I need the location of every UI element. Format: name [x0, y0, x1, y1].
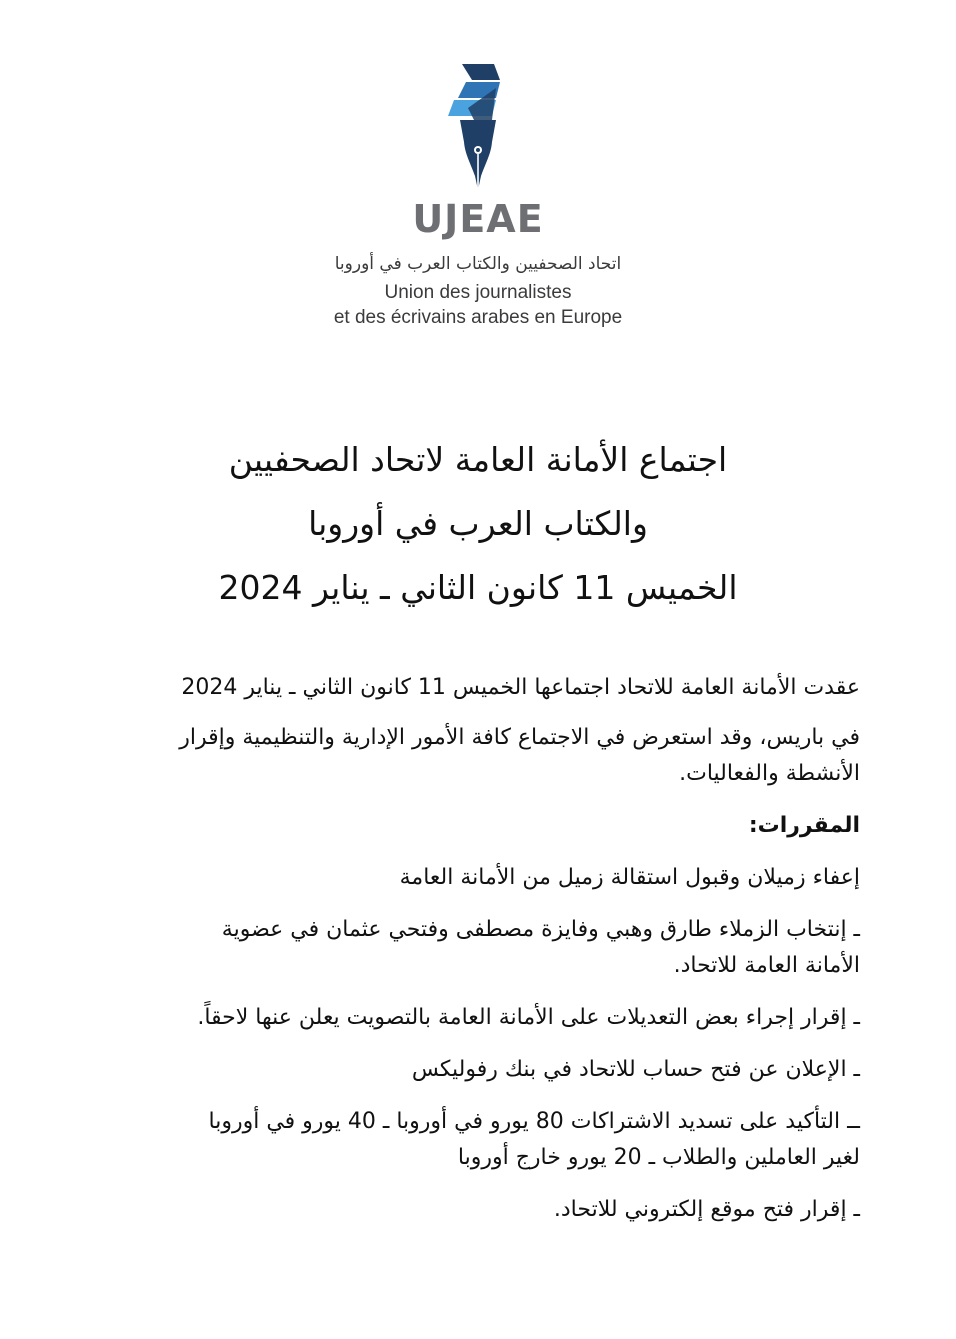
decision-line: لغير العاملين والطلاب ـ 20 يورو خارج أوروبا — [457, 1145, 860, 1170]
title-line-1: اجتماع الأمانة العامة لاتحاد الصحفيين — [228, 440, 728, 479]
decision-line: ــ التأكيد على تسديد الاشتراكات 80 يورو في أوروبا ـ 40 يورو في أوروبا — [208, 1109, 860, 1134]
decision-item — [120, 860, 860, 896]
intro-line-1: عقدت الأمانة العامة للاتحاد اجتماعها الخميس 11 كانون الثاني ـ يناير 2024 — [181, 675, 860, 700]
title-line-2: والكتاب العرب في أوروبا — [308, 504, 648, 543]
decision-item — [120, 1052, 860, 1088]
logo-french-line-1: Union des journalistes — [384, 282, 572, 303]
fountain-pen-nib-icon — [448, 58, 508, 198]
decision-item — [120, 912, 860, 984]
decision-line: الأمانة العامة للاتحاد. — [673, 953, 860, 978]
logo-block — [0, 58, 956, 330]
title-line-3: الخميس 11 كانون الثاني ـ يناير 2024 — [218, 568, 738, 607]
document-body — [120, 670, 860, 1244]
intro-line-3: الأنشطة والفعاليات. — [679, 761, 860, 786]
decision-item — [120, 1104, 860, 1176]
document-title — [0, 428, 956, 620]
decision-line: إعفاء زميلان وقبول استقالة زميل من الأمانة العامة — [399, 865, 860, 890]
logo-french-line-2: et des écrivains arabes en Europe — [333, 307, 623, 328]
decision-line: ـ إنتخاب الزملاء طارق وهبي وفايزة مصطفى وفتحي عثمان في عضوية — [221, 917, 860, 942]
intro-paragraph — [120, 670, 860, 792]
decision-item — [120, 1192, 860, 1228]
decision-line: ـ الإعلان عن فتح حساب للاتحاد في بنك رفوليكس — [411, 1057, 860, 1082]
intro-line-2: في باريس، وقد استعرض في الاجتماع كافة الأمور الإدارية والتنظيمية وإقرار — [179, 725, 860, 750]
logo-arabic-name: اتحاد الصحفيين والكتاب العرب في أوروبا — [334, 254, 622, 274]
decision-line: ـ إقرار إجراء بعض التعديلات على الأمانة العامة بالتصويت يعلن عنها لاحقاً. — [197, 1005, 860, 1030]
decisions-heading: المقررات: — [748, 813, 860, 838]
logo-acronym: UJEAE — [412, 197, 544, 241]
decision-item — [120, 1000, 860, 1036]
decision-line: ـ إقرار فتح موقع إلكتروني للاتحاد. — [553, 1197, 860, 1222]
